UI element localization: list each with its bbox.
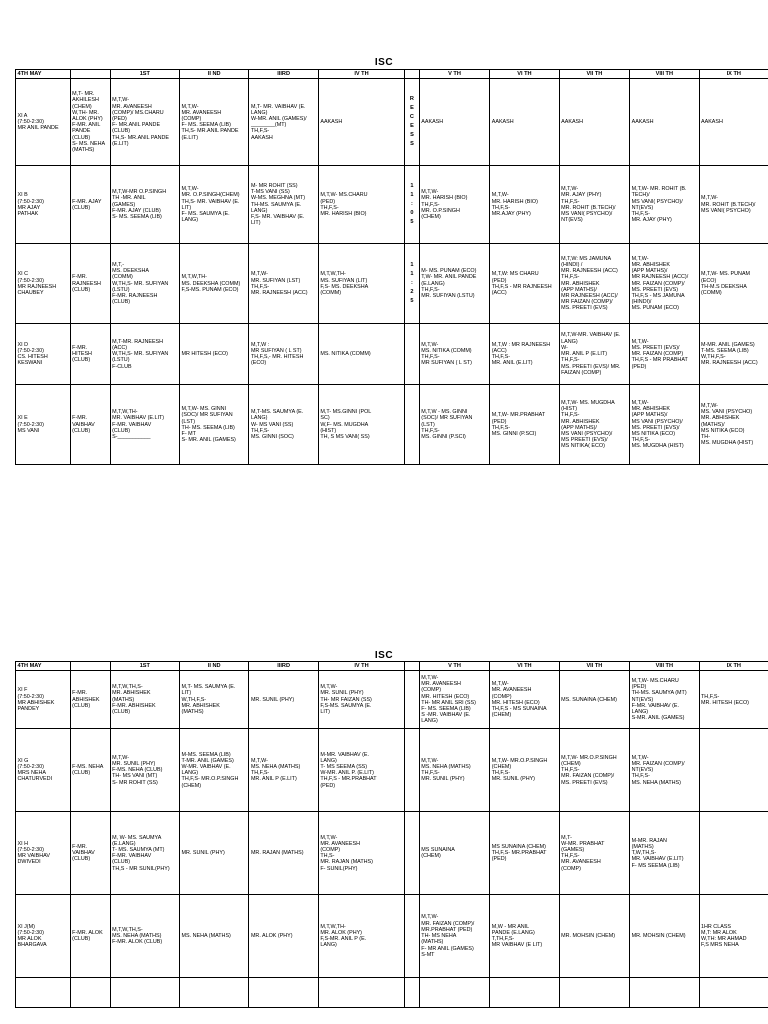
column-header: VIII TH (630, 70, 699, 79)
table-row (16, 671, 768, 729)
period-cell: F-MR. ALOK (CLUB) (70, 895, 110, 978)
period-cell (559, 978, 629, 1008)
period-cell: AAKASH (419, 79, 489, 166)
period-cell: M,W - MR ANIL PANDE (E.LANG) T,TH,F,S- MR VAIBHAV (E LIT) (490, 895, 559, 978)
column-header (405, 662, 420, 671)
period-cell: M, W- MS. SAUMYA (E.LANG) T- MS. SAUMYA (MT) F-MR. VAIBHAV (CLUB) TH,S - MR SUNIL(PHY) (110, 812, 179, 895)
period-cell: M,T,W- MS. NEHA (MATHS) TH,F,S- MR. ANIL P (E.LIT) (249, 729, 318, 812)
class-cell: XI G (7:50-2:30) MRS NEHA CHATURVEDI (16, 729, 71, 812)
period-cell (699, 812, 768, 895)
period-cell: M,T,W- MR. FAIZAN (COMP)/ NT(EVS) TH,F,S- MS. NEHA (MATHS) (630, 729, 699, 812)
period-cell: M,T,W- MR. AVANEESH (COMP) MR. HITESH (ECO) TH,F,S - MS SUNAINA (CHEM) (490, 671, 559, 729)
period-cell: M,T,W,TH- MR. VAIBHAV (E.LIT) F-MR. VAIBHAV (CLUB) S-___________ (110, 385, 179, 465)
period-cell: M,T- W-MR. PRABHAT (GAMES) TH,F,S- MR. AVANEESH (COMP) (559, 812, 629, 895)
column-header: IX TH (699, 662, 768, 671)
period-cell: MR. RAJAN (MATHS) (249, 812, 318, 895)
table-row (16, 324, 768, 385)
period-cell: M,T- MR. AKHILESH (CHEM) W,TH- MR. ALOK (PHY) F-MR. ANIL PANDE (CLUB) S- MS. NEHA (MATHS) (70, 79, 110, 166)
period-cell: M,T,W- MR. FAIZAN (COMP)/ MR.PRABHAT (PED) TH- MS NEHA (MATHS) F- MR ANIL (GAMES) S-MT (419, 895, 489, 978)
period-cell: F-MR. AJAY (CLUB) (70, 166, 110, 244)
column-header: 1ST (110, 70, 179, 79)
timetable-1 (15, 69, 768, 465)
period-cell: M,T,W- MR. AJAY (PHY) TH,F,S- MR. ROHIT (B.TECH)/ MS VANI( PSYCHO)/ NT(EVS) (559, 166, 629, 244)
period-cell: MS. NEHA (MATHS) (180, 895, 249, 978)
class-cell: XI C (7:50-2:30) MR RAJNEESH CHAUBEY (16, 244, 71, 324)
period-cell: AAKASH (559, 79, 629, 166)
timetable-2 (15, 661, 768, 1008)
column-header: II ND (180, 662, 249, 671)
period-cell: M-MR. VAIBHAV (E. LANG) T- MS SEEMA (SS) W-MR. ANIL P. (E.LIT) TH,F,S - MR.PRABHAT (PED) (318, 729, 404, 812)
period-cell: M,T,W : MR SUFIYAN ( L ST) TH,F,S,- MR. HITESH (ECO) (249, 324, 318, 385)
period-cell: MR. SUNIL (PHY) (180, 812, 249, 895)
period-cell: MR HITESH (ECO) (180, 324, 249, 385)
column-header: VIII TH (630, 662, 699, 671)
column-header (70, 70, 110, 79)
period-cell: M,T,W- MR. O.P.SINGH(CHEM) TH,S- MR. VAIBHAV (E. LIT) F- MS. SAUMYA (E. LANG) (180, 166, 249, 244)
period-cell: M,T,W- MS. VANI (PSYCHO) MR. ABHISHEK (MATHS)/ MS NITIKA (ECO) TH- MS. MUGDHA (HIST) (699, 385, 768, 465)
period-cell: M,T,W- MS. PREETI (EVS)/ MR. FAIZAN (COMP) TH,F,S - MR PRABHAT (PED) (630, 324, 699, 385)
period-cell: M,T,- MS. DEEKSHA (COMM) W,TH,S- MR. SUFIYAN (LSTU) F-MR. RAJNEESH (CLUB) (110, 244, 179, 324)
recess-cell (405, 385, 420, 465)
period-cell: M-MS. SEEMA (LIB) T-MR. ANIL (GAMES) W-MR. VAIBHAV (E. LANG) TH,F,S- MR.O.P.SINGH (CHEM) (180, 729, 249, 812)
period-cell: M,T,W- MR. SUNIL (PHY) F-MS. NEHA (CLUB) TH- MS VANI (MT) S- MR ROHIT (SS) (110, 729, 179, 812)
period-cell: MS SUNAINA (CHEM) (419, 812, 489, 895)
period-cell: F-MR. HITESH (CLUB) (70, 324, 110, 385)
period-cell (699, 978, 768, 1008)
period-cell: AAKASH (699, 79, 768, 166)
period-cell (249, 978, 318, 1008)
period-cell: M,T,W,TH,S- MS. NEHA (MATHS) F-MR. ALOK (CLUB) (110, 895, 179, 978)
period-cell: MS. SUNAINA (CHEM) (559, 671, 629, 729)
recess-cell: 1 1 : 2 5 (405, 244, 420, 324)
period-cell: M,T,W,TH- MS. SUFIYAN (LIT) F,S- MS. DEEKSHA (COMM) (318, 244, 404, 324)
period-cell: M,T- MR. VAIBHAV (E. LANG) W-MR. ANIL (GAMES)/ ________(MT) TH,F,S- AAKASH (249, 79, 318, 166)
column-header: 1ST (110, 662, 179, 671)
class-cell: XI J(M) (7:50-2:30) MR ALOK BHARGAVA (16, 895, 71, 978)
period-cell: M,T,W- MS. GINNI (SOC)/ MR SUFIYAN (LST) TH- MS. SEEMA (LIB) F- MT S- MR. ANIL (GAMES) (180, 385, 249, 465)
table-row (16, 79, 768, 166)
period-cell: MR. SUNIL (PHY) (249, 671, 318, 729)
column-header: VI TH (490, 70, 559, 79)
period-cell: M,T,W - MS. GINNI (SOC)/ MR SUFIYAN (LST) TH,F,S- MS. GINNI (P.SCI) (419, 385, 489, 465)
column-header: IV TH (318, 662, 404, 671)
period-cell: M,T,W- MR. ABHISHEK (APP MATHS)/ MS VANI (PSYCHO)/ MS. PREETI (EVS)/ MS NITIKA (ECO) TH,F,S- MS. MUGDHA (HIST) (630, 385, 699, 465)
period-cell: M,T,W: MS CHARU (PED) TH,F,S - MR RAJNEESH (ACC) (490, 244, 559, 324)
period-cell: F-MR. ABHISHEK (CLUB) (70, 671, 110, 729)
period-cell: F-MS. NEHA (CLUB) (70, 729, 110, 812)
period-cell: M,T,W,TH,S- MR. ABHISHEK (MATHS) F-MR. ABHISHEK (CLUB) (110, 671, 179, 729)
class-cell: XI H (7:50-2:30) MR VAIBHAV DWIVEDI (16, 812, 71, 895)
period-cell: M,T,W,TH- MR. ALOK (PHY) F,S-MR. ANIL P (E. LANG) (318, 895, 404, 978)
period-cell: MR. MOHSIN (CHEM) (559, 895, 629, 978)
period-cell: M,T,W: MS JAMUNA (HINDI) / MR. RAJNEESH (ACC) TH,F,S- MR. ABHISHEK (APP MATHS)/ MR RAJNEESH (ACC)/ MR FAIZAN (COMP)/ MS. PREETI (EVS) (559, 244, 629, 324)
recess-cell (405, 671, 420, 729)
period-cell: M,T,W : MR RAJNEESH (ACC) TH,F,S- MR. ANIL (E.LIT) (490, 324, 559, 385)
period-cell: M,T,W- MR. SUFIYAN (LST) TH,F,S- MR. RAJNEESH (ACC) (249, 244, 318, 324)
period-cell: M,T,W- MR. ROHIT (B.TECH)/ MS VANI( PSYCHO) (699, 166, 768, 244)
table-row (16, 166, 768, 244)
column-header (405, 70, 420, 79)
table-row (16, 385, 768, 465)
table-2-title: ISC (374, 650, 394, 661)
period-cell: M,T,W- MR. AVANEESH (COMP) MR. HITESH (ECO) TH- MR ANIL SRI (SS) F- MS. SEEMA (LIB) S -MR. VAIBHAV (E. LANG) (419, 671, 489, 729)
period-cell (699, 729, 768, 812)
period-cell: M- MS. PUNAM (ECO) T,W- MR. ANIL PANDE (E.LANG) TH,F,S- MR. SUFIYAN (LSTU) (419, 244, 489, 324)
class-cell (16, 978, 71, 1008)
table-row (16, 812, 768, 895)
column-header: IV TH (318, 70, 404, 79)
period-cell: M,T,W- MS. PUNAM (ECO) TH-M.S DEEKSHA (COMM) (699, 244, 768, 324)
period-cell: M,T,W- MS.CHARU (PED) TH,F,S- MR. HARISH (BIO) (318, 166, 404, 244)
recess-cell (405, 729, 420, 812)
column-header: 4TH MAY (16, 70, 71, 79)
period-cell: F-MR. VAIBHAV (CLUB) (70, 385, 110, 465)
column-header: VII TH (559, 662, 629, 671)
table-row (16, 978, 768, 1008)
class-cell: XI E (7:50-2:30) MS VANI (16, 385, 71, 465)
period-cell: M,T,W- MR.PRABHAT (PED) TH,F,S- MS. GINNI (P.SCI) (490, 385, 559, 465)
period-cell: MS SUNAINA (CHEM) TH,F,S- MR.PRABHAT (PED) (490, 812, 559, 895)
period-cell: M,T,W- MR. HARISH (BIO) TH,F,S- MR. O.P.SINGH (CHEM) (419, 166, 489, 244)
period-cell (180, 978, 249, 1008)
header-row (16, 662, 768, 671)
period-cell: M,T,W- MS. NITIKA (COMM) TH,F,S- MR SUFIYAN ( L ST) (419, 324, 489, 385)
period-cell: M,T,W- MR. AVANEESH (COMP)/ MS.CHARU (PED) F- MR.ANIL PANDE (CLUB) TH,S- MR.ANIL PANDE (E.LIT) (110, 79, 179, 166)
period-cell (318, 978, 404, 1008)
column-header: II ND (180, 70, 249, 79)
period-cell: M,T,W-MR. VAIBHAV (E. LANG) W- MR. ANIL P (E.LIT) TH,F,S- MS. PREETI (EVS)/ MR. FAIZAN (COMP) (559, 324, 629, 385)
period-cell: M,T,W- MR. ROHIT (B. TECH)/ MS VANI( PSYCHO)/ NT(EVS) TH,F,S- MR. AJAY (PHY) (630, 166, 699, 244)
column-header: V TH (419, 662, 489, 671)
period-cell: AAKASH (318, 79, 404, 166)
recess-cell: R E C E S S (405, 79, 420, 166)
period-cell: MR. ALOK (PHY) (249, 895, 318, 978)
class-cell: XI A (7:50-2:30) MR ANIL PANDE (16, 79, 71, 166)
period-cell (490, 978, 559, 1008)
period-cell: M,T,W-MR O.P.SINGH TH -MR. ANIL (GAMES) F-MR. AJAY (CLUB) S- MS. SEEMA (LIB) (110, 166, 179, 244)
period-cell: M,T-MS. SAUMYA (E. LANG) W- MS VANI (SS) TH,F,S- MS. GINNI (SOC) (249, 385, 318, 465)
class-cell: XI F (7:50-2:30) MR ABHISHEK PANDEY (16, 671, 71, 729)
recess-cell (405, 895, 420, 978)
column-header: 4TH MAY (16, 662, 71, 671)
period-cell: M- MR ROHIT (SS) T-MS VANI (SS) W-MS. MEGHNA (MT) TH-MS. SAUMYA (E. LANG) F,S- MR. VAIBHAV (E. LIT) (249, 166, 318, 244)
period-cell: M,T,W- MR. ABHISHEK (APP MATHS)/ MR RAJNEESH (ACC)/ MR. FAIZAN (COMP)/ MS. PREETI (EVS) TH,F,S - MS JAMUNA (HINDI)/ MS. PUNAM (ECO) (630, 244, 699, 324)
period-cell: F-MR. RAJNEESH (CLUB) (70, 244, 110, 324)
column-header (70, 662, 110, 671)
column-header: VII TH (559, 70, 629, 79)
period-cell: 1HR CLASS M,T: MR ALOK W,TH: MR AHMAD F,S MRS NEHA (699, 895, 768, 978)
period-cell: M,T,W- MS. NEHA (MATHS) TH,F,S- MR. SUNIL (PHY) (419, 729, 489, 812)
period-cell: M,T,W- MR. SUNIL (PHY) TH- MR FAIZAN (SS) F,S-MS. SAUMYA (E. LIT) (318, 671, 404, 729)
column-header: IIIRD (249, 662, 318, 671)
table-row (16, 729, 768, 812)
table-row (16, 244, 768, 324)
period-cell (419, 978, 489, 1008)
period-cell (110, 978, 179, 1008)
period-cell: M,T,W,TH- MS. DEEKSHA (COMM) F,S-MS. PUNAM (ECO) (180, 244, 249, 324)
table-row (16, 895, 768, 978)
period-cell: M,T,W- MR. AVANEESH (COMP) F- MS. SEEMA (LIB) TH,S- MR.ANIL PANDE (E.LIT) (180, 79, 249, 166)
header-row (16, 70, 768, 79)
period-cell (630, 978, 699, 1008)
period-cell: MR. MOHSIN (CHEM) (630, 895, 699, 978)
period-cell (70, 978, 110, 1008)
period-cell: M,T,W- MR. HARISH (BIO) TH,F,S- MR.AJAY (PHY) (490, 166, 559, 244)
period-cell: M,T,W- MR.O.P.SINGH (CHEM) TH,F,S- MR. SUNIL (PHY) (490, 729, 559, 812)
recess-cell (405, 978, 420, 1008)
period-cell: AAKASH (630, 79, 699, 166)
column-header: V TH (419, 70, 489, 79)
period-cell: M,T,W- MR. AVANEESH (COMP) TH,S- MR. RAJAN (MATHS) F- SUNIL(PHY) (318, 812, 404, 895)
column-header: IIIRD (249, 70, 318, 79)
column-header: IX TH (699, 70, 768, 79)
column-header: VI TH (490, 662, 559, 671)
period-cell: M-MR. RAJAN (MATHS) T,W,TH,S- MR. VAIBHAV (E.LIT) F- MS SEEMA (LIB) (630, 812, 699, 895)
period-cell: M,T,W- MS. MUGDHA (HIST) TH,F,S- MR. ABHISHEK (APP MATHS)/ MS VANI (PSYCHO)/ MS PREETI (EVS)/ MS NITIKA( ECO) (559, 385, 629, 465)
period-cell: TH,F,S- MR. HITESH (ECO) (699, 671, 768, 729)
class-cell: XI D (7:50-2:30) CS. HITESH KESWANI (16, 324, 71, 385)
period-cell: M,T-MR. RAJNEESH (ACC) W,TH,S- MR. SUFIYAN (LSTU) F-CLUB (110, 324, 179, 385)
recess-cell (405, 812, 420, 895)
period-cell: M,T,W- MS.CHARU (PED) TH-MS. SAUMYA (MT) NT(EVS) F-MR. VAIBHAV (E. LANG) S-MR. ANIL (GAMES) (630, 671, 699, 729)
recess-cell: 1 1 : 0 5 (405, 166, 420, 244)
period-cell: M,T- MS.GINNI (POL SC) W,F- MS. MUGDHA (HIST) TH, S MS VANI( SS) (318, 385, 404, 465)
period-cell: M,T- MS. SAUMYA (E. LIT) W,TH,F,S- MR. ABHISHEK (MATHS) (180, 671, 249, 729)
period-cell: M-MR. ANIL (GAMES) T-MS. SEEMA (LIB) W,TH,F,S- MR. RAJNEESH (ACC) (699, 324, 768, 385)
period-cell: MS. NITIKA (COMM) (318, 324, 404, 385)
class-cell: XI B (7:50-2:30) MR AJAY PATHAK (16, 166, 71, 244)
recess-cell (405, 324, 420, 385)
period-cell: M,T,W- MR.O.P.SINGH (CHEM) TH,F,S- MR. FAIZAN (COMP)/ MS. PREETI (EVS) (559, 729, 629, 812)
table-1-title: ISC (374, 57, 394, 68)
period-cell: AAKASH (490, 79, 559, 166)
period-cell: F-MR. VAIBHAV (CLUB) (70, 812, 110, 895)
